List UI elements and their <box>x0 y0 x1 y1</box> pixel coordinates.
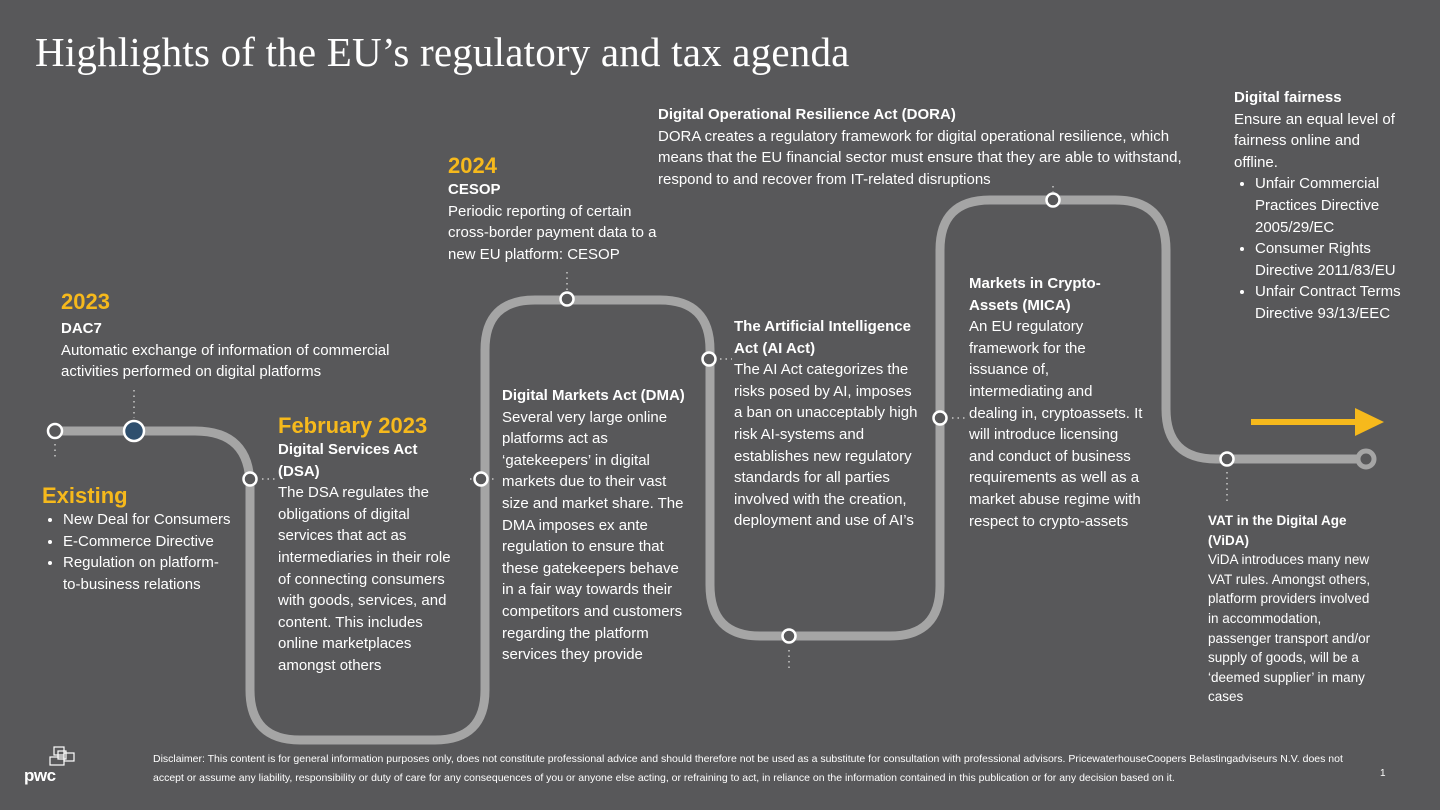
milestone-heading: DAC7 <box>61 320 102 337</box>
timeline-path <box>55 200 1366 740</box>
milestone-description: ViDA introduces many new VAT rules. Amongst others, platform providers involved in accommodation, passenger transport and/or supply of goods, will be a ‘deemed supplier’ in many cases <box>1208 552 1371 705</box>
node-ai-act-bottom <box>783 630 796 643</box>
milestone-description: An EU regulatory framework for the issuance of, intermediating and dealing in, cryptoassets. It will introduce licensing and conduct of business requirements as well as a market abuse regime with respect to crypto-assets <box>969 318 1143 530</box>
list-item: • Unfair Commercial Practices Directive 2005/29/EC <box>1255 173 1404 238</box>
list-item: • New Deal for Consumers <box>63 509 232 531</box>
milestone-year: 2023 <box>61 289 110 314</box>
milestone-heading: VAT in the Digital Age (ViDA) <box>1208 513 1347 548</box>
list-item: • Consumer Rights Directive 2011/83/EU <box>1255 238 1404 281</box>
milestone-description: Several very large online platforms act as ‘gatekeepers’ in digital markets due to their vast size and market share. The DMA imposes ex ante regulation to ensure that these gatekeepers behave in a fair way towards their competitors and customers regarding the platform services they provide <box>502 408 684 664</box>
pwc-logo <box>24 745 84 790</box>
milestone-heading: Markets in Crypto-Assets (MICA) <box>969 275 1101 314</box>
milestone-digital-fairness <box>1234 87 1404 325</box>
milestone-description: Periodic reporting of certain cross-border payment data to a new EU platform: CESOP <box>448 202 657 263</box>
milestone-heading: Digital Markets Act (DMA) <box>502 387 685 404</box>
existing-list <box>42 509 232 595</box>
milestone-ai-act <box>734 316 919 532</box>
pwc-logo-text: pwc <box>24 766 56 785</box>
milestone-year: Existing <box>42 483 128 508</box>
node-dac7 <box>124 421 144 441</box>
fairness-list <box>1234 173 1404 324</box>
node-ai-act <box>703 353 716 366</box>
node-dsa <box>244 473 257 486</box>
milestone-description: The AI Act categorizes the risks posed by AI, imposes a ban on unacceptably high risk AI-systems and establishes new regulatory standards for all parties involved with the creation, deployment and use of AI’s <box>734 361 918 530</box>
milestone-heading: CESOP <box>448 181 501 198</box>
disclaimer: Disclaimer: This content is for general information purposes only, does not constitute professional advice and should therefore not be used as a substitute for consultation with professional advisors. PricewaterhouseCoopers Belastingadviseurs N.V. does not accept or assume any liability, responsibility or duty of care for any consequences of you or anyone else acting, or refraining to act, in reliance on the information contained in this publication or for any decision based on it. <box>153 753 1343 784</box>
milestone-cesop <box>448 152 663 265</box>
page-title: Highlights of the EU’s regulatory and tax agenda <box>35 29 850 75</box>
node-cesop <box>561 293 574 306</box>
node-dma <box>475 473 488 486</box>
node-mica <box>934 412 947 425</box>
node-dora <box>1047 194 1060 207</box>
list-item: • E-Commerce Directive <box>63 531 232 553</box>
milestone-mica <box>969 273 1144 532</box>
milestone-heading: Digital Operational Resilience Act (DORA) <box>658 106 956 123</box>
future-arrow-icon <box>1251 408 1384 436</box>
node-vida <box>1221 453 1234 466</box>
milestone-heading: Digital Services Act (DSA) <box>278 441 418 480</box>
milestone-dac7 <box>61 288 441 383</box>
milestone-description: Automatic exchange of information of commercial activities performed on digital platforms <box>61 341 390 381</box>
list-item: • Regulation on platform-to-business relations <box>63 552 232 595</box>
milestone-year: 2024 <box>448 153 497 178</box>
milestone-dsa <box>278 412 458 677</box>
list-item: • Unfair Contract Terms Directive 93/13/EEC <box>1255 281 1404 324</box>
milestone-dma <box>502 385 690 666</box>
milestone-vida <box>1208 511 1378 707</box>
milestone-heading: The Artificial Intelligence Act (AI Act) <box>734 318 911 357</box>
milestone-description: DORA creates a regulatory framework for digital operational resilience, which means that the EU financial sector must ensure that they are able to withstand, respond to and recover from IT-related disruptions <box>658 127 1182 188</box>
milestone-year: February 2023 <box>278 413 428 438</box>
milestone-description: The DSA regulates the obligations of digital services that act as intermediaries in their role of connecting consumers with goods, services, and content. This includes online marketplaces amongst others <box>278 484 451 674</box>
node-end <box>1358 451 1374 467</box>
milestone-description: Ensure an equal level of fairness online and offline. <box>1234 110 1395 171</box>
milestone-heading: Digital fairness <box>1234 89 1342 106</box>
milestone-existing <box>42 482 232 595</box>
milestone-dora <box>658 104 1213 190</box>
node-existing <box>48 424 62 438</box>
page-number: 1 <box>1380 768 1386 779</box>
